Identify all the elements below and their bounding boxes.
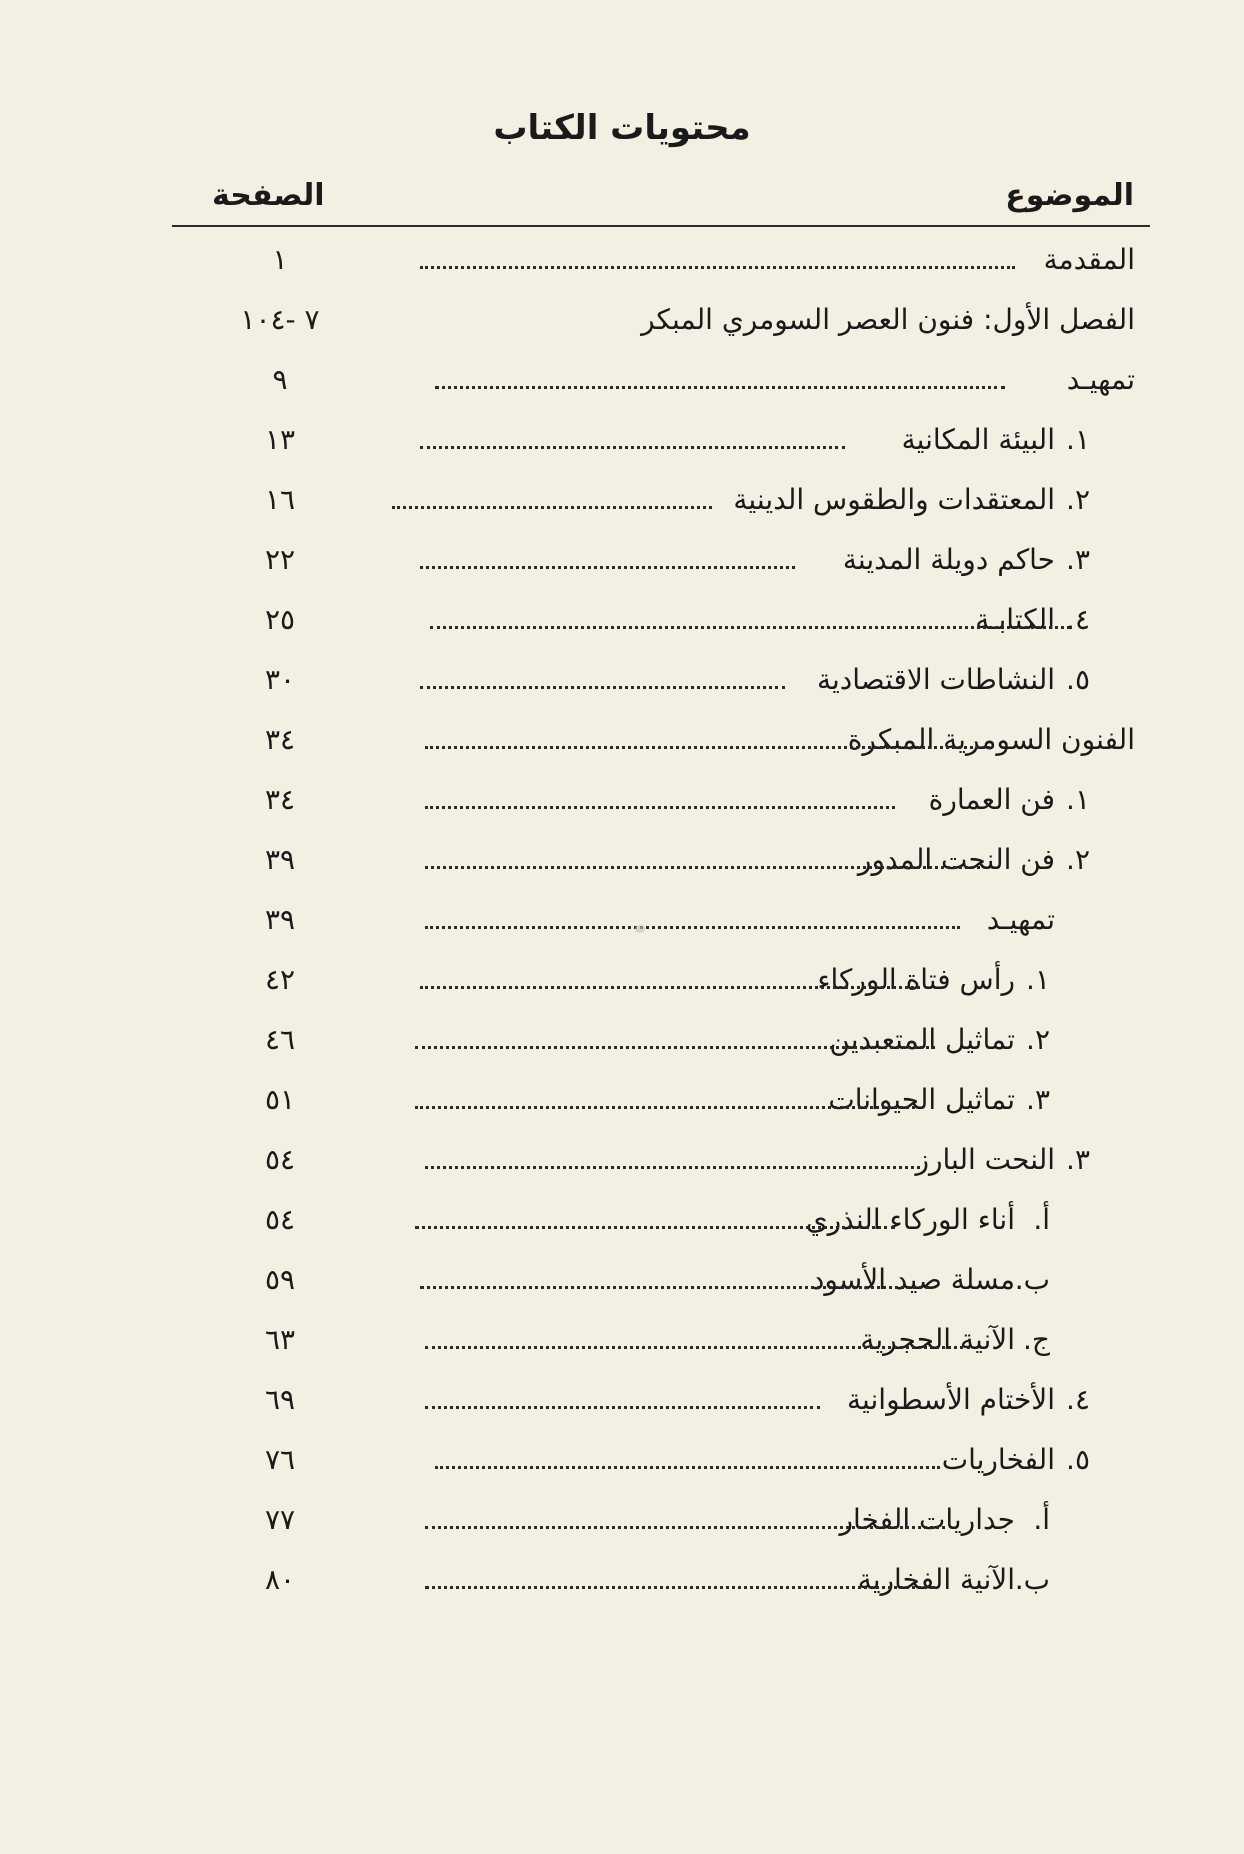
toc-entry-number: ب. bbox=[1014, 1563, 1050, 1596]
toc-entry-text: فن العمارة bbox=[928, 783, 1055, 816]
toc-entry-text: الفنون السومرية المبكرة bbox=[847, 723, 1135, 756]
dot-leader bbox=[420, 1286, 930, 1289]
toc-row bbox=[150, 1018, 1135, 1062]
toc-entry-number: ٣. bbox=[1026, 1083, 1050, 1116]
toc-row bbox=[150, 298, 1135, 342]
toc-page-number: ٧٦ bbox=[264, 1443, 296, 1476]
toc-page-number: ٣٤ bbox=[264, 783, 296, 816]
toc-entry-number: ٢. bbox=[1066, 843, 1090, 876]
toc-row bbox=[150, 1318, 1135, 1362]
toc-row bbox=[150, 418, 1135, 462]
toc-entry-number: أ. bbox=[1033, 1503, 1050, 1536]
toc-row bbox=[150, 1378, 1135, 1422]
toc-page-number: ٢٢ bbox=[264, 543, 296, 576]
toc-page-number: ٢٥ bbox=[264, 603, 296, 636]
toc-entry-number: ج. bbox=[1023, 1323, 1050, 1356]
dot-leader bbox=[425, 746, 990, 749]
toc-page-number: ٣٩ bbox=[264, 903, 296, 936]
toc-page-number: ٦٩ bbox=[264, 1383, 296, 1416]
toc-entry-text: حاكم دويلة المدينة bbox=[842, 543, 1055, 576]
toc-entry-text: المقدمة bbox=[1043, 243, 1135, 276]
toc-entry-text: فن النحت المدور bbox=[857, 843, 1055, 876]
toc-page-number: ٦٣ bbox=[264, 1323, 296, 1356]
toc-row bbox=[150, 478, 1135, 522]
toc-row bbox=[150, 1258, 1135, 1302]
header-divider bbox=[172, 225, 1150, 227]
dot-leader bbox=[425, 1346, 970, 1349]
toc-entry-text: الفخاريات bbox=[941, 1443, 1055, 1476]
dot-leader bbox=[425, 866, 980, 869]
toc-page-number: ٥١ bbox=[264, 1083, 296, 1116]
dot-leader bbox=[420, 266, 1015, 269]
dot-leader bbox=[435, 1466, 940, 1469]
toc-page-number: ٩ bbox=[272, 363, 288, 396]
toc-row bbox=[150, 1198, 1135, 1242]
toc-entry-text: تمهيـد bbox=[1066, 363, 1135, 396]
toc-page-number: ٥٩ bbox=[264, 1263, 296, 1296]
dot-leader bbox=[425, 1406, 820, 1409]
toc-entry-number: أ. bbox=[1033, 1203, 1050, 1236]
toc-row bbox=[150, 898, 1135, 942]
toc-row bbox=[150, 958, 1135, 1002]
dot-leader bbox=[420, 446, 845, 449]
toc-row bbox=[150, 718, 1135, 762]
toc-entry-number: ب. bbox=[1014, 1263, 1050, 1296]
toc-page-number: ٥٤ bbox=[264, 1143, 296, 1176]
dot-leader bbox=[415, 1046, 935, 1049]
toc-row bbox=[150, 838, 1135, 882]
toc-page-number: ٤٦ bbox=[264, 1023, 296, 1056]
toc-row bbox=[150, 778, 1135, 822]
dot-leader bbox=[420, 566, 795, 569]
toc-page-number: ٣٩ bbox=[264, 843, 296, 876]
toc-row bbox=[150, 1438, 1135, 1482]
toc-entry-text: جداريات الفخار bbox=[839, 1503, 1015, 1536]
dot-leader bbox=[415, 1226, 895, 1229]
toc-entry-number: ٤. bbox=[1066, 603, 1090, 636]
toc-entry-number: ٣. bbox=[1066, 1143, 1090, 1176]
toc-entry-text: المعتقدات والطقوس الدينية bbox=[733, 483, 1055, 516]
dot-leader bbox=[420, 986, 920, 989]
toc-entry-text: تماثيل المتعبدين bbox=[829, 1023, 1015, 1056]
page-title: محتويات الكتاب bbox=[493, 108, 751, 148]
toc-page-number: ١٦ bbox=[264, 483, 296, 516]
toc-page-number: ٤٢ bbox=[264, 963, 296, 996]
toc-entry-number: ٣. bbox=[1066, 543, 1090, 576]
dot-leader bbox=[425, 926, 960, 929]
toc-entry-text: تمهيـد bbox=[986, 903, 1055, 936]
toc-page-number: ٧٧ bbox=[264, 1503, 296, 1536]
dot-leader bbox=[425, 806, 895, 809]
toc-page-number: ٨٠ bbox=[264, 1563, 296, 1596]
toc-row bbox=[150, 598, 1135, 642]
toc-row bbox=[150, 1078, 1135, 1122]
toc-entry-text: مسلة صيد الأسود bbox=[811, 1263, 1015, 1296]
toc-entry-text: أناء الوركاء النذري bbox=[805, 1203, 1015, 1236]
toc-entry-text: النشاطات الاقتصادية bbox=[816, 663, 1055, 696]
toc-row bbox=[150, 358, 1135, 402]
header-page: الصفحة bbox=[212, 178, 325, 213]
toc-page-number: ٣٠ bbox=[264, 663, 296, 696]
dot-leader bbox=[425, 1526, 945, 1529]
toc-entry-number: ١. bbox=[1066, 783, 1090, 816]
toc-page-number: ٣٤ bbox=[264, 723, 296, 756]
toc-row bbox=[150, 1138, 1135, 1182]
toc-entry-number: ٢. bbox=[1026, 1023, 1050, 1056]
toc-entry-number: ٥. bbox=[1066, 663, 1090, 696]
dot-leader bbox=[415, 1106, 915, 1109]
toc-entry-text: البيئة المكانية bbox=[901, 423, 1055, 456]
toc-page-number: ٧ -١٠٤ bbox=[240, 303, 320, 336]
toc-entry-number: ١. bbox=[1026, 963, 1050, 996]
toc-row bbox=[150, 658, 1135, 702]
toc-entry-number: ٢. bbox=[1066, 483, 1090, 516]
toc-entry-number: ١. bbox=[1066, 423, 1090, 456]
toc-row bbox=[150, 538, 1135, 582]
toc-row bbox=[150, 238, 1135, 282]
toc-entry-text: تماثيل الحيوانات bbox=[828, 1083, 1015, 1116]
toc-entry-text: رأس فتاة الوركاء bbox=[817, 963, 1015, 996]
toc-entry-text: الكتابـة bbox=[975, 603, 1055, 636]
toc-entry-number: ٥. bbox=[1066, 1443, 1090, 1476]
paper-speck bbox=[635, 925, 645, 933]
toc-entry-text: الآنية الحجرية bbox=[860, 1323, 1015, 1356]
dot-leader bbox=[435, 386, 1005, 389]
toc-page-number: ١٣ bbox=[264, 423, 296, 456]
toc-entry-text: الآنية الفخارية bbox=[857, 1563, 1015, 1596]
toc-entry-text: الفصل الأول: فنون العصر السومري المبكر bbox=[641, 303, 1135, 336]
toc-entry-number: ٤. bbox=[1066, 1383, 1090, 1416]
toc-page-number: ٥٤ bbox=[264, 1203, 296, 1236]
dot-leader bbox=[392, 506, 712, 509]
toc-row bbox=[150, 1498, 1135, 1542]
toc-row bbox=[150, 1558, 1135, 1602]
dot-leader bbox=[425, 1166, 920, 1169]
dot-leader bbox=[430, 626, 1070, 629]
toc-entry-text: النحت البارز bbox=[915, 1143, 1055, 1176]
dot-leader bbox=[425, 1586, 935, 1589]
toc-page-number: ١ bbox=[272, 243, 288, 276]
dot-leader bbox=[420, 686, 785, 689]
toc-entry-text: الأختام الأسطوانية bbox=[847, 1383, 1055, 1416]
header-subject: الموضوع bbox=[1005, 178, 1134, 213]
